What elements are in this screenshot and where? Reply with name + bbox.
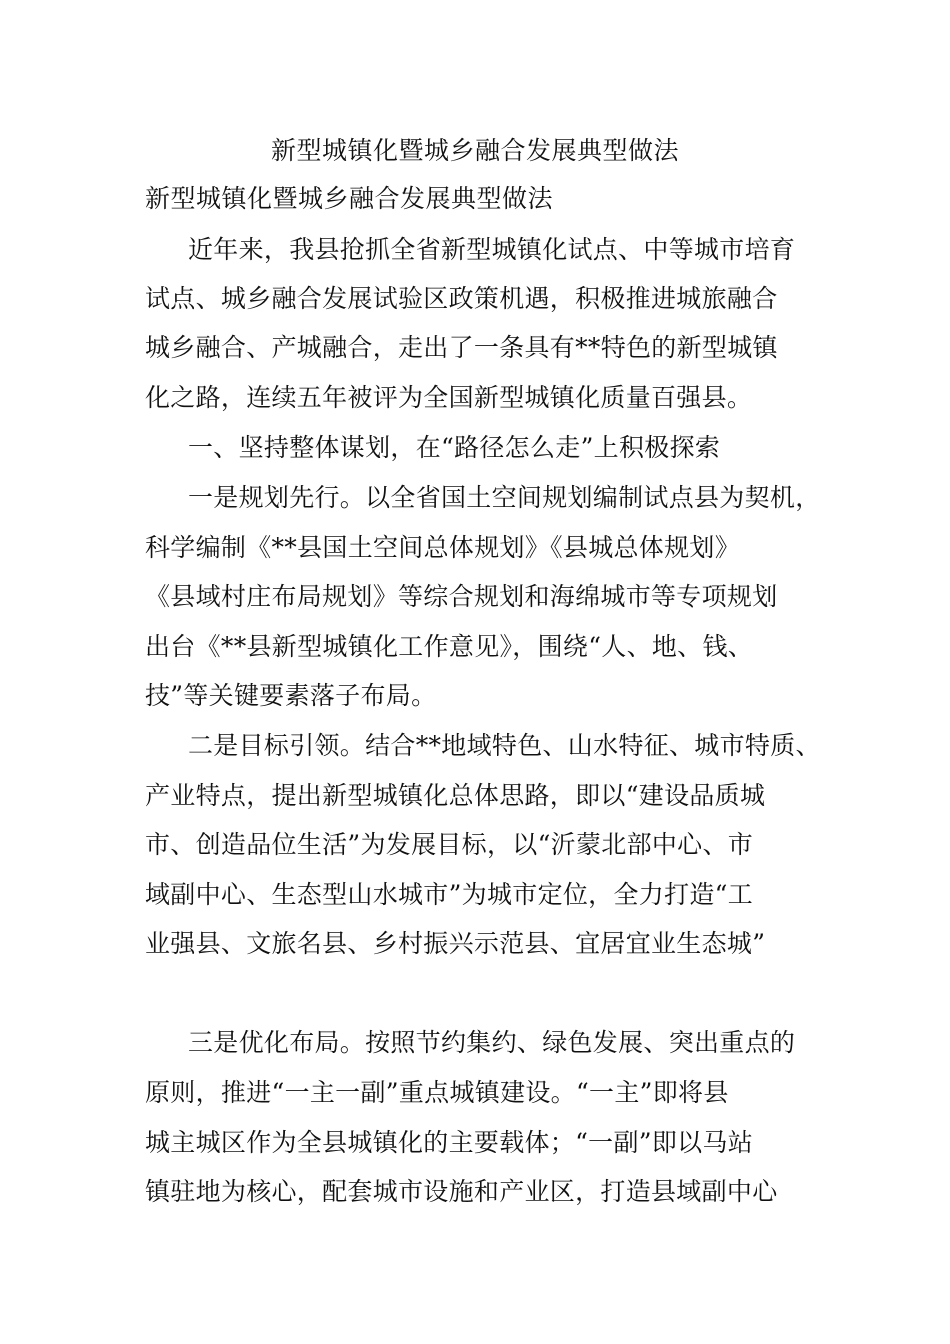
- text-line: 技”等关键要素落子布局。: [145, 681, 437, 710]
- document-title: 新型城镇化暨城乡融合发展典型做法: [270, 136, 679, 165]
- text-line: 城乡融合、产城融合，走出了一条具有**特色的新型城镇: [145, 333, 778, 362]
- text-line: 原则，推进“一主一副”重点城镇建设。“一主”即将县: [145, 1078, 729, 1107]
- text-line: 三是优化布局。按照节约集约、绿色发展、突出重点的: [188, 1028, 796, 1057]
- section-heading: 一、坚持整体谋划，在“路径怎么走”上积极探索: [188, 433, 721, 462]
- text-line: 科学编制《**县国土空间总体规划》《县城总体规划》: [145, 533, 741, 562]
- text-line: 镇驻地为核心，配套城市设施和产业区，打造县域副中心: [145, 1177, 778, 1206]
- text-line: 一是规划先行。以全省国土空间规划编制试点县为契机，: [188, 483, 821, 512]
- text-line: 《县域村庄布局规划》等综合规划和海绵城市等专项规划: [145, 582, 778, 611]
- text-line: 试点、城乡融合发展试验区政策机遇，积极推进城旅融合: [145, 284, 778, 313]
- text-line: 域副中心、生态型山水城市”为城市定位，全力打造“工: [145, 880, 754, 909]
- text-line: 二是目标引领。结合**地域特色、山水特征、城市特质、: [188, 731, 821, 760]
- text-line: 化之路，连续五年被评为全国新型城镇化质量百强县。: [145, 383, 753, 412]
- text-line: 市、创造品位生活”为发展目标，以“沂蒙北部中心、市: [145, 830, 754, 859]
- text-line: 出台《**县新型城镇化工作意见》，围绕“人、地、钱、: [145, 632, 754, 661]
- text-line: 城主城区作为全县城镇化的主要载体；“一副”即以马站: [145, 1128, 754, 1157]
- text-line: 业强县、文旅名县、乡村振兴示范县、宜居宜业生态城”: [145, 929, 766, 958]
- document-subtitle: 新型城镇化暨城乡融合发展典型做法: [145, 184, 554, 213]
- text-line: 产业特点，提出新型城镇化总体思路，即以“建设品质城: [145, 781, 766, 810]
- text-line: 近年来，我县抢抓全省新型城镇化试点、中等城市培育: [188, 235, 796, 264]
